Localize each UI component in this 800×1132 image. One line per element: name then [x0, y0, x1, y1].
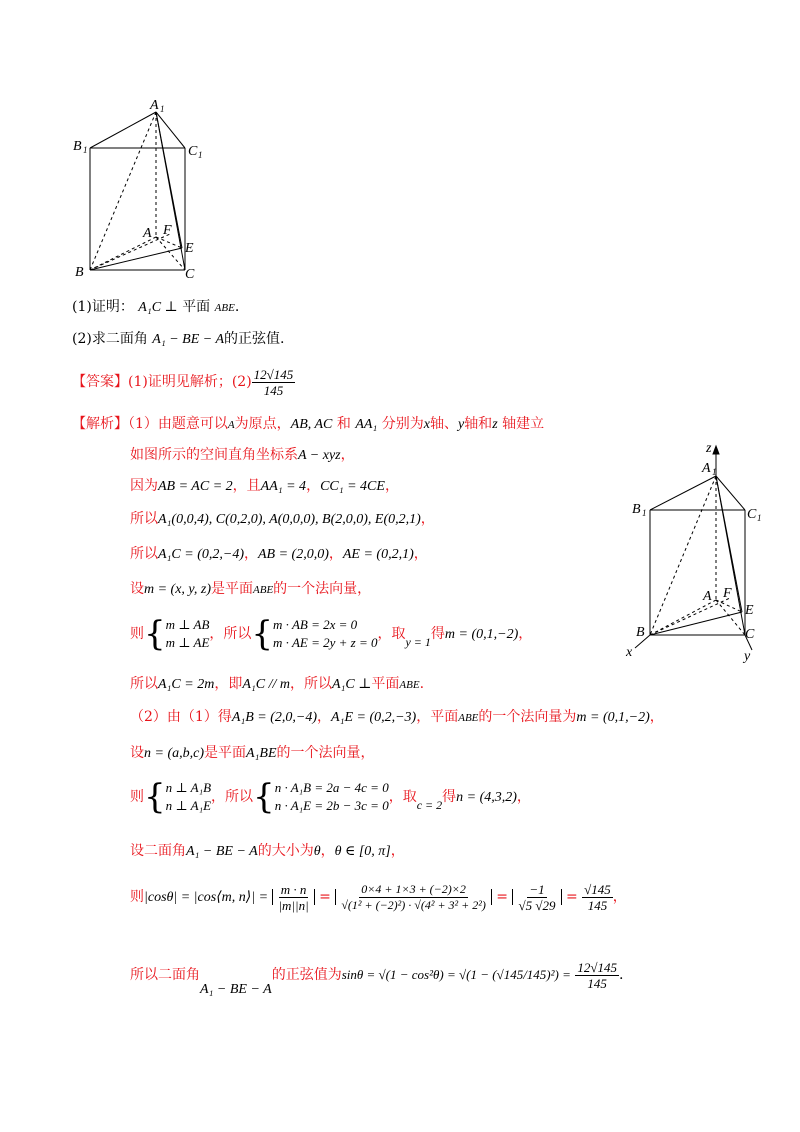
- label2-b: B: [636, 625, 645, 640]
- label2-a: A: [703, 589, 712, 604]
- q1-plane: ABE: [214, 302, 235, 314]
- label2-f: F: [723, 586, 732, 601]
- label2-b1: B: [632, 502, 641, 517]
- solution-line-1: 【解析】（1）由题意可以A为原点，AB, AC 和 AA₁ 分别为x轴、y轴和z 轴建立: [72, 416, 545, 432]
- label2-c: C: [745, 627, 755, 642]
- label-e: E: [185, 241, 194, 256]
- question-2: [72, 330, 284, 349]
- label-b1-sub: 1: [83, 145, 88, 155]
- axis-label-y: y: [744, 649, 751, 664]
- answer-part1: (1)证明见解析；(2): [128, 374, 252, 390]
- label-a: A: [143, 226, 152, 241]
- label-f: F: [163, 223, 172, 238]
- solution-line-2: 如图所示的空间直角坐标系A − xyz，: [130, 447, 355, 463]
- q1-text: (1)证明：: [72, 299, 134, 315]
- solution-line-6: 设m = (x, y, z)是平面ABE的一个法向量，: [130, 581, 372, 597]
- solution-line-14: 所以二面角A₁ − BE − A的正弦值为sinθ = √(1 − cos²θ) = √(1 − (√145/145)²) = $\frac{12√145}{145}$ .: [130, 959, 624, 997]
- svg-text:1: 1: [757, 513, 762, 523]
- solution-line-4: 所以A₁(0,0,4), C(0,2,0), A(0,0,0), B(2,0,0), E(0,2,1)，: [130, 511, 435, 527]
- solution-line-5: 所以A₁C = (0,2,−4)，AB = (2,0,0)，AE = (0,2,1)，: [130, 546, 428, 562]
- label-b1: B: [73, 139, 82, 154]
- label-c: C: [185, 267, 195, 282]
- q2-tail: 的正弦值.: [224, 331, 285, 347]
- answer-label: 【答案】: [72, 374, 128, 390]
- solution-line-7: 则{ m ⊥ AB m ⊥ AE ，所以{ m · AB = 2x = 0 m · AE = 2y + z = 0 ，取y = 1得m = (0,1,−2)，: [130, 614, 533, 654]
- answer-fraction: $\frac{12√145}{145}$: [253, 366, 294, 398]
- label2-a1: A: [702, 461, 711, 476]
- answer-line: [72, 362, 295, 402]
- q2-math: A₁ − BE − A: [152, 332, 225, 347]
- q1-math: A₁C ⊥: [138, 300, 178, 315]
- solution-line-8: 所以A₁C = 2m，即A₁C // m，所以A₁C ⊥平面ABE.: [130, 676, 425, 692]
- q1-tail: 平面: [182, 299, 211, 315]
- prism-figure-1: [70, 92, 220, 287]
- label-c1-sub: 1: [198, 150, 203, 160]
- label-c1: C: [188, 144, 198, 159]
- q1-end: .: [234, 299, 240, 315]
- prism-figure-2: [620, 440, 795, 665]
- svg-text:1: 1: [712, 467, 717, 477]
- axis-label-x: x: [626, 645, 633, 660]
- solution-line-9: （2）由（1）得A₁B = (2,0,−4)，A₁E = (0,2,−3)，平面ABE的一个法向量为m = (0,1,−2)，: [130, 709, 664, 725]
- solution-line-10: 设n = (a,b,c)是平面A₁BE的一个法向量，: [130, 745, 375, 761]
- svg-text:1: 1: [642, 508, 647, 518]
- label2-e: E: [745, 603, 754, 618]
- label-a1: A: [150, 98, 159, 113]
- label-b: B: [75, 265, 84, 280]
- label2-c1: C: [747, 507, 757, 522]
- solution-line-11: 则{ n ⊥ A₁B n ⊥ A₁E ，所以{ n · A₁B = 2a − 4c = 0 n · A₁E = 2b − 3c = 0 ，取c = 2得n = (4,3,2)，: [130, 777, 531, 817]
- label-a1-sub: 1: [160, 104, 165, 114]
- q2-text: (2)求二面角: [72, 331, 148, 347]
- question-1: [72, 298, 239, 317]
- solution-line-13: 则|cosθ| = |cos⟨m, n⟩| = $\frac{m \cdot n}{|m||n|}$ = $\frac{0\times 4 + 1\times 3 + (-2)\times 2}{\text{√(1² + (−2)²) · √(4² + 3² + 2²)}}$ = $\frac{-1}{√5 √29}$ = $\frac{√145}{145}$ ，: [130, 881, 627, 913]
- solution-line-12: 设二面角A₁ − BE − A的大小为θ，θ ∈ [0, π]，: [130, 843, 405, 859]
- solution-line-3: 因为AB = AC = 2，且AA₁ = 4，CC₁ = 4CE，: [130, 478, 399, 494]
- axis-label-z: z: [706, 441, 712, 456]
